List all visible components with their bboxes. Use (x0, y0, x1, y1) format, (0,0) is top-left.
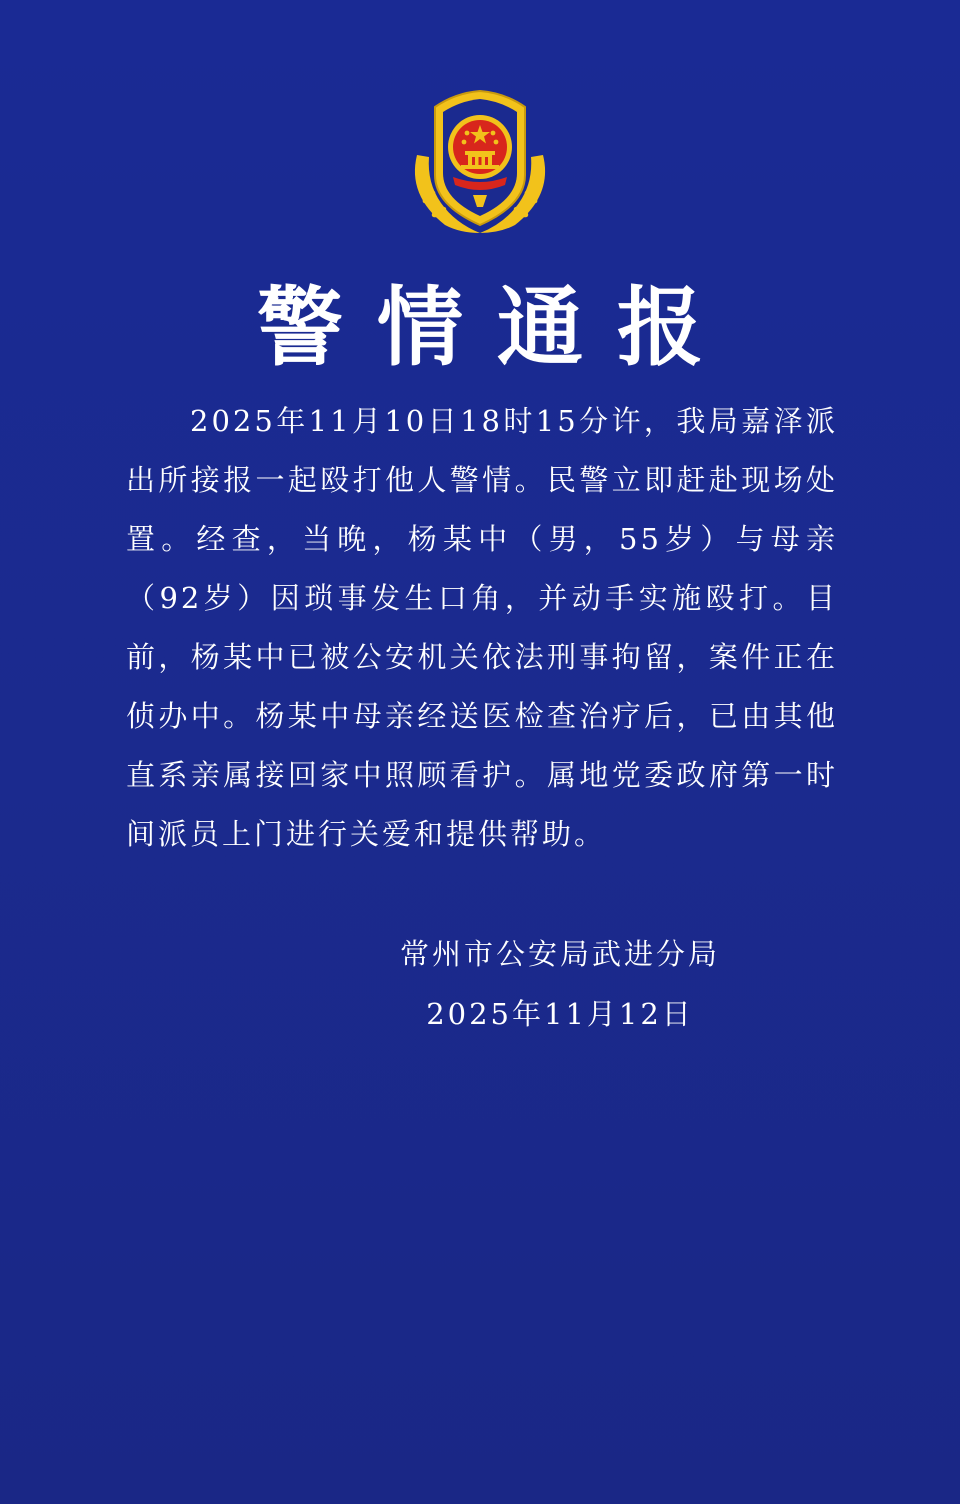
notice-body: 2025年11月10日18时15分许，我局嘉泽派出所接报一起殴打他人警情。民警立即赶赴现场处置。经查，当晚，杨某中（男，55岁）与母亲（92岁）因琐事发生口角，并动手实施殴打。目前，杨某中已被公安机关依法刑事拘留，案件正在侦办中。杨某中母亲经送医检查治疗后，已由其他直系亲属接回家中照顾看护。属地党委政府第一时间派员上门进行关爱和提供帮助。 (126, 404, 838, 851)
issue-date: 2025年11月12日 (426, 997, 694, 1031)
issuer-name: 常州市公安局武进分局 (399, 937, 720, 971)
police-emblem-icon (405, 85, 555, 240)
notice-title: 警情通报 (257, 278, 737, 378)
